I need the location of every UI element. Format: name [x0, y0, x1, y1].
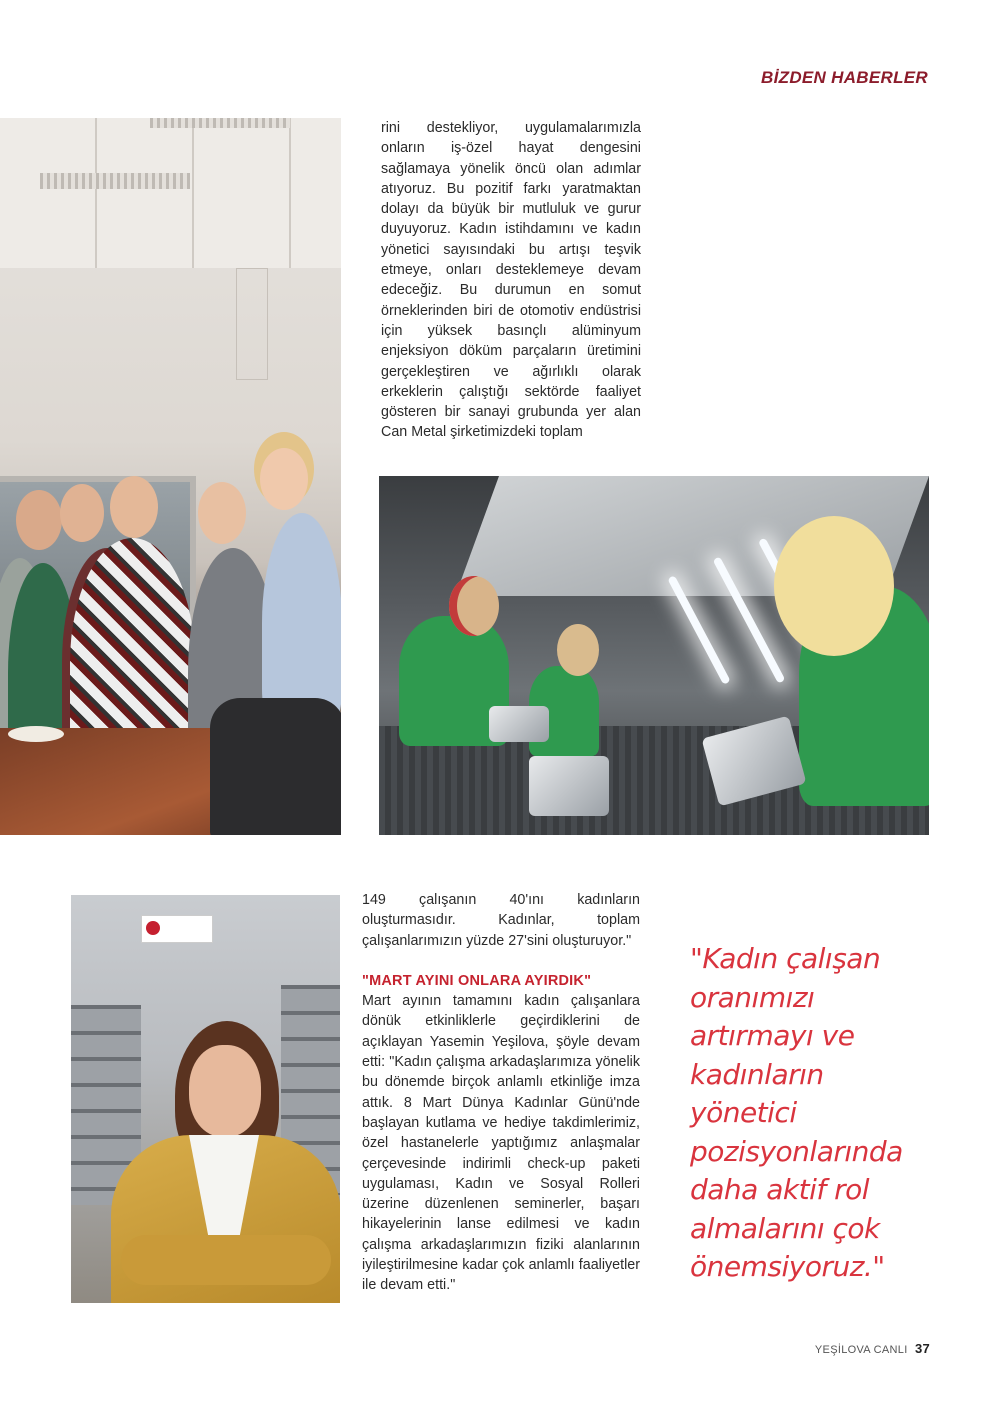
body-paragraph: Mart ayının tamamını kadın çalışanlara dönük etkinliklerle geçirdiklerini de açıklayan Yasemin Yeşilova, şöyle devam etti: "Kadın çalışma arkadaşlarımıza yönelik bu dönemde birçok anlamlı etkinliğe imza attık. 8 Mart Dünya Kadınlar Günü'nde başlayan kutlama ve hediye takdimlerimiz, özel hastanelerle yaptığımız anlaşmalar çerçevesinde indirimli check-up paketi uygulaması, Kadın ve Sosyal Rolleri üzerine düzenlenen seminerler, başarı hikayelerinin lanse edilmesi ve kadın çalışma arkadaşlarımızın fiziki alanlarının iyileştirilmesine kadar çok anlamlı faaliyetler ile devam etti." — [362, 993, 640, 1294]
section-title: BİZDEN HABERLER — [761, 68, 928, 87]
subheading: "MART AYINI ONLARA AYIRDIK" — [362, 972, 592, 989]
body-text-column-1: rini destekliyor, uygulamalarımızla onların iş-özel hayat dengesini sağlamaya yönelik öncü olan adımlar atıyoruz. Bu pozitif farkı yaratmaktan dolayı da büyük bir mutluluk ve gurur duyuyoruz. Kadın istihdamını ve kadın yönetici sayısındaki bu artışı teşvik etmeye, onları desteklemeye devam edeceğiz. Bu durumun en somut örneklerinden biri de otomotiv endüstrisi için yüksek basınçlı alüminyum enjeksiyon döküm parçaların üretimini gerçekleştiren ve ağırlıklı olarak erkeklerin çalıştığı sektörde faaliyet gösteren bir sanayi grubunda yer alan Can Metal şirketimizdeki toplam — [381, 120, 641, 441]
page-footer — [815, 1341, 930, 1356]
factory-workers-photo — [379, 476, 929, 835]
office-group-photo — [0, 118, 341, 835]
body-text-column-2 — [362, 890, 640, 1296]
intro-paragraph: 149 çalışanın 40'ını kadınların oluşturmasıdır. Kadınlar, toplam çalışanlarımızın yüzde 27'sini oluşturuyor." — [362, 892, 640, 949]
page-number: 37 — [914, 1341, 930, 1356]
portrait-photo — [71, 895, 340, 1303]
publication-name: YEŞİLOVA CANLI — [814, 1344, 908, 1356]
pull-quote: "Kadın çalışan oranımızı artırmayı ve kadınların yönetici pozisyonlarında daha aktif rol almalarını çok önemsiyoruz." — [690, 942, 903, 1283]
